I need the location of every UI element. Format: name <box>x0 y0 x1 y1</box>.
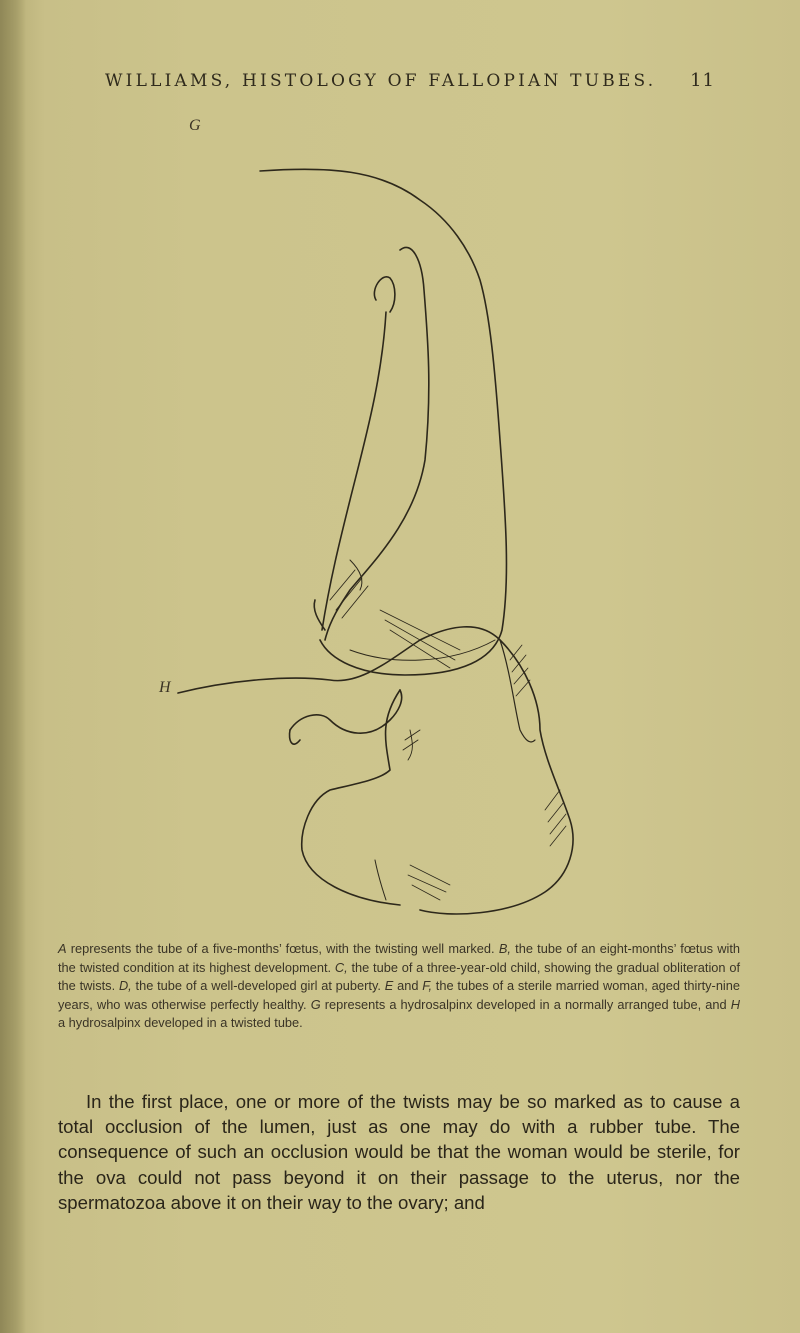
page-number: 11 <box>690 70 715 91</box>
figure-h-drawing <box>178 627 573 914</box>
running-header <box>105 70 715 91</box>
caption-text: represents a hydrosalpinx developed in a normally arranged tube, and <box>320 996 731 1012</box>
caption-figure-letter: A <box>58 941 67 956</box>
figure-label-h: H <box>159 679 171 696</box>
caption-figure-letter: D, <box>118 978 132 994</box>
figure-g-drawing <box>260 169 506 675</box>
caption-figure-letter: B, <box>498 941 511 956</box>
caption-figure-letter: C, <box>334 959 348 975</box>
caption-text: a hydrosalpinx developed in a twisted tube. <box>58 1015 303 1031</box>
body-paragraph: In the first place, one or more of the twists may be so marked as to cause a total occlusion of the lumen, just as one may do with a rubber tube. The consequence of such an occlusion would be that the woman would be sterile, for the ova could not pass beyond it on their passage to the uterus, nor the spermatozoa above it on their way to the ovary; and <box>58 1090 740 1214</box>
hydrosalpinx-drawing <box>150 140 650 920</box>
caption-text: the tube of an eight-months’ fœtus with the twisted condition at its highest development. <box>58 941 740 975</box>
caption-figure-letter: G <box>310 996 321 1012</box>
caption-text: the tube of a well-developed girl at puberty. <box>131 978 385 994</box>
figure-label-g: G <box>189 117 201 134</box>
caption-text: and <box>393 978 423 994</box>
figure-caption <box>58 940 740 1033</box>
caption-text: the tube of a three-year-old child, showing the gradual obliteration of the twists. <box>58 959 740 994</box>
caption-figure-letter: F, <box>422 978 433 994</box>
caption-text: the tubes of a sterile married woman, aged thirty-nine years, who was otherwise perfectly healthy. <box>58 978 741 1012</box>
tube-illustration <box>150 140 650 920</box>
caption-text: represents the tube of a five-months’ fœtus, with the twisting well marked. <box>66 941 499 956</box>
caption-figure-letter: E <box>384 978 394 994</box>
running-title: WILLIAMS, HISTOLOGY OF FALLOPIAN TUBES. <box>105 71 657 91</box>
caption-figure-letter: H <box>730 996 740 1012</box>
page-spine-shadow <box>0 0 26 1333</box>
